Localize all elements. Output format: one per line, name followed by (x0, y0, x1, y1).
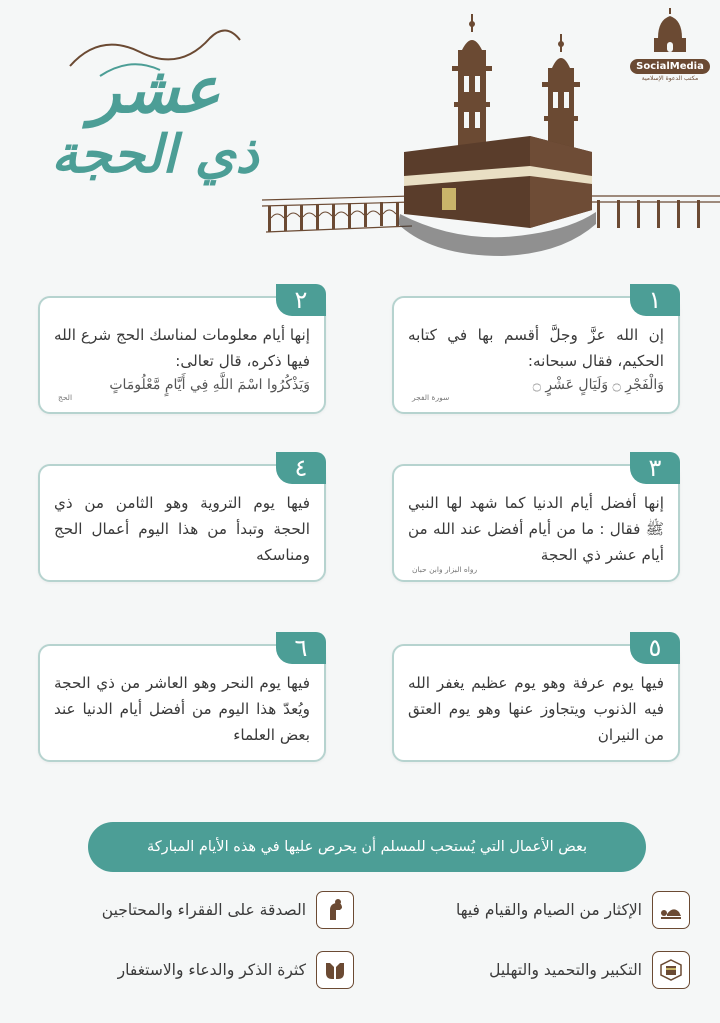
calligraphy-flourish-icon (60, 26, 250, 86)
card-verse: وَيَذْكُرُوا اسْمَ اللَّهِ فِي أَيَّامٍ مَّعْلُومَاتٍ (109, 377, 310, 393)
dua-hands-icon (316, 951, 354, 989)
card-number: ١ (630, 284, 680, 316)
fact-card-5 (392, 634, 680, 762)
card-number: ٦ (276, 632, 326, 664)
card-text: إن الله عزَّ وجلَّ أقسم بها في كتابه الحكيم، فقال سبحانه: (408, 326, 664, 370)
kaaba-illustration (262, 10, 720, 272)
prayer-icon (652, 891, 690, 929)
card-number: ٥ (630, 632, 680, 664)
card-number: ٣ (630, 452, 680, 484)
card-number: ٢ (276, 284, 326, 316)
brand-name: SocialMedia (630, 59, 710, 74)
deed-text: التكبير والتحميد والتهليل (489, 961, 642, 979)
card-text: إنها أيام معلومات لمناسك الحج شرع الله فيها ذكره، قال تعالى: (54, 326, 310, 370)
deed-item-fasting (456, 890, 690, 930)
fact-card-2 (38, 286, 326, 414)
card-citation: سورة الفجر (412, 393, 450, 402)
fact-card-4 (38, 454, 326, 582)
card-number: ٤ (276, 452, 326, 484)
brand-tagline: مكتب الدعوة الإسلامية (641, 75, 699, 82)
deed-item-takbir (489, 950, 690, 990)
deed-text: كثرة الذكر والدعاء والاستغفار (117, 961, 306, 979)
card-text: فيها يوم التروية وهو الثامن من ذي الحجة وتبدأ من هذا اليوم أعمال الحج ومناسكه (54, 494, 310, 564)
deed-text: الإكثار من الصيام والقيام فيها (456, 901, 642, 919)
fact-card-1 (392, 286, 680, 414)
page-title (40, 18, 270, 254)
card-citation: الحج (58, 393, 73, 402)
fact-card-6 (38, 634, 326, 762)
card-text: فيها يوم النحر وهو العاشر من ذي الحجة ويُعدّ هذا اليوم من أفضل أيام الدنيا عند بعض العلماء (54, 674, 310, 744)
deeds-banner: بعض الأعمال التي يُستحب للمسلم أن يحرص عليها في هذه الأيام المباركة (88, 822, 646, 872)
deed-item-dhikr (118, 950, 354, 990)
fact-card-3 (392, 454, 680, 582)
card-text: فيها يوم عرفة وهو يوم عظيم يغفر الله فيه الذنوب ويتجاوز عنها وهو يوم العتق من النيران (408, 674, 664, 744)
card-verse: وَالْفَجْرِ ۝ وَلَيَالٍ عَشْرٍ ۝ (532, 377, 664, 393)
title-line-2: ذي الحجة (51, 124, 259, 186)
card-citation: رواه البزار وابن حبان (412, 565, 478, 574)
charity-hand-icon (316, 891, 354, 929)
title-line-1: عشر (89, 53, 221, 128)
deed-text: الصدقة على الفقراء والمحتاجين (101, 901, 306, 919)
deed-item-charity (102, 890, 354, 930)
card-text: إنها أفضل أيام الدنيا كما شهد لها النبي ﷺ فقال : ما من أيام أفضل عند الله من أيام عشر ذي الحجة (408, 494, 664, 564)
kaaba-icon (652, 951, 690, 989)
